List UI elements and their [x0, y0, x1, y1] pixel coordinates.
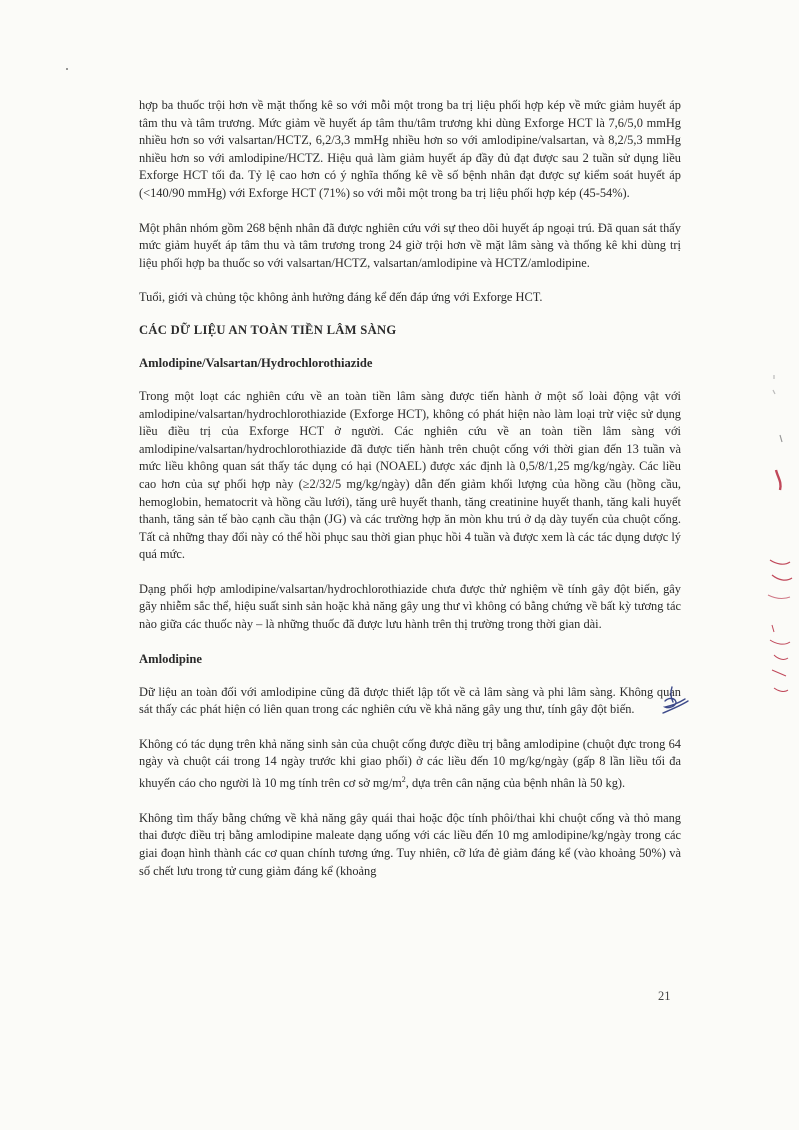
- fertility-text-tail: , dựa trên cân nặng của bệnh nhân là 50 kg).: [405, 776, 626, 791]
- paragraph-amlodipine-safety: Dữ liệu an toàn đối với amlodipine cũng đã được thiết lập tốt về cả lâm sàng và phi lâm sàng. Không quan sát thấy các phát hiện có liên quan trong các nghiên cứu về khả năng gây ung thư, tính gây đột biến.: [139, 684, 681, 717]
- page-body: [139, 97, 681, 880]
- paragraph-fertility: [139, 736, 681, 793]
- subheading-combination: Amlodipine/Valsartan/Hydrochlorothiazide: [139, 355, 373, 370]
- margin-stamp-marks: [760, 370, 799, 730]
- superscript-two: 2: [401, 775, 406, 785]
- paragraph-efficacy-results: hợp ba thuốc trội hơn về mặt thống kê so với mỗi một trong ba trị liệu phối hợp kép về mức giảm huyết áp tâm thu và tâm trương. Mức giảm về huyết áp tâm thu/tâm trương khi dùng Exforge HCT là 7,6/5,0 mmHg nhiều hơn so với valsartan/HCTZ, 6,2/3,3 mmHg nhiều hơn so với amlodipine/valsartan, và 8,2/5,3 mmHg nhiều hơn so với amlodipine/HCTZ. Hiệu quả làm giảm huyết áp đầy đủ đạt được sau 2 tuần sử dụng liều Exforge HCT tối đa. Tỷ lệ cao hơn có ý nghĩa thống kê về số bệnh nhân đạt được sự kiểm soát huyết áp (<140/90 mmHg) với Exforge HCT (71%) so với mỗi một trong ba trị liệu phối hợp kép (45-54%).: [139, 98, 681, 200]
- paragraph-teratogenicity: Không tìm thấy bằng chứng về khả năng gây quái thai hoặc độc tính phôi/thai khi chuột cống và thỏ mang thai được điều trị bằng amlodipine maleate dạng uống với các liều đến 10 mg amlodipine/kg/ngày trong các giai đoạn hình thành các cơ quan chính tương ứng. Tuy nhiên, cỡ lứa đẻ giảm đáng kể (vào khoảng 50%) và số chết lưu trong tử cung giảm đáng kể (khoảng: [139, 810, 681, 878]
- subheading-amlodipine: Amlodipine: [139, 651, 202, 666]
- section-heading-preclinical: CÁC DỮ LIỆU AN TOÀN TIỀN LÂM SÀNG: [139, 322, 397, 337]
- paragraph-mutagenicity: Dạng phối hợp amlodipine/valsartan/hydrochlorothiazide chưa được thử nghiệm về tính gây đột biến, gây gãy nhiễm sắc thể, hiệu suất sinh sản hoặc khả năng gây ung thư vì không có bằng chứng về bất kỳ tương tác nào giữa các thuốc này – là những thuốc đã được lưu hành trên thị trường trong thời gian dài.: [139, 581, 681, 632]
- scan-speck: [66, 68, 68, 70]
- paragraph-preclinical-studies: Trong một loạt các nghiên cứu về an toàn tiền lâm sàng được tiến hành ở một số loài động vật với amlodipine/valsartan/hydrochlorothiazide (Exforge HCT), không có phát hiện nào làm loại trừ việc sử dụng liều điều trị của Exforge HCT ở người. Các nghiên cứu về an toàn tiền lâm sàng với amlodipine/valsartan/hydrochlorothiazide đã được tiến hành trên chuột cống với thời gian đến 13 tuần và mức liều không quan sát thấy tác dụng có hại (NOAEL) được xác định là 0,5/8/1,25 mg/kg/ngày. Các liều cao hơn của sự phối hợp này (≥2/32/5 mg/kg/ngày) dẫn đến giảm khối lượng của hồng cầu (hồng cầu, hemoglobin, hematocrit và hồng cầu lưới), tăng urê huyết thanh, tăng creatinine huyết thanh, tăng kali huyết thanh, tăng sản tế bào cạnh cầu thận (JG) và các trường hợp ăn mòn khu trú ở dạ dày tuyến của chuột cống. Tất cả những thay đổi này có thể hồi phục sau thời gian phục hồi 4 tuần và được xem là các tác dụng dược lý quá mức.: [139, 388, 681, 562]
- paragraph-age-gender: Tuổi, giới và chủng tộc không ảnh hưởng đáng kể đến đáp ứng với Exforge HCT.: [139, 290, 543, 305]
- fertility-text: Không có tác dụng trên khả năng sinh sản của chuột cống được điều trị bằng amlodipine (chuột đực trong 64 ngày và chuột cái trong 14 ngày trước khi giao phối) ở các liều đến 10 mg/kg/ngày (gấp 8 lần liều tối đa khuyến cáo cho người là 10 mg tính trên cơ sở mg/m: [139, 736, 681, 791]
- page-number: 21: [658, 989, 671, 1003]
- paragraph-ambulatory-bp: Một phân nhóm gồm 268 bệnh nhân đã được nghiên cứu với sự theo dõi huyết áp ngoại trú. Đã quan sát thấy mức giảm huyết áp tâm thu và tâm trương trong 24 giờ trội hơn về mặt lâm sàng và thống kê khi dùng trị liệu phối hợp ba thuốc so với valsartan/HCTZ, valsartan/amlodipine và HCTZ/amlodipine.: [139, 220, 681, 270]
- handwritten-initials: [650, 684, 692, 720]
